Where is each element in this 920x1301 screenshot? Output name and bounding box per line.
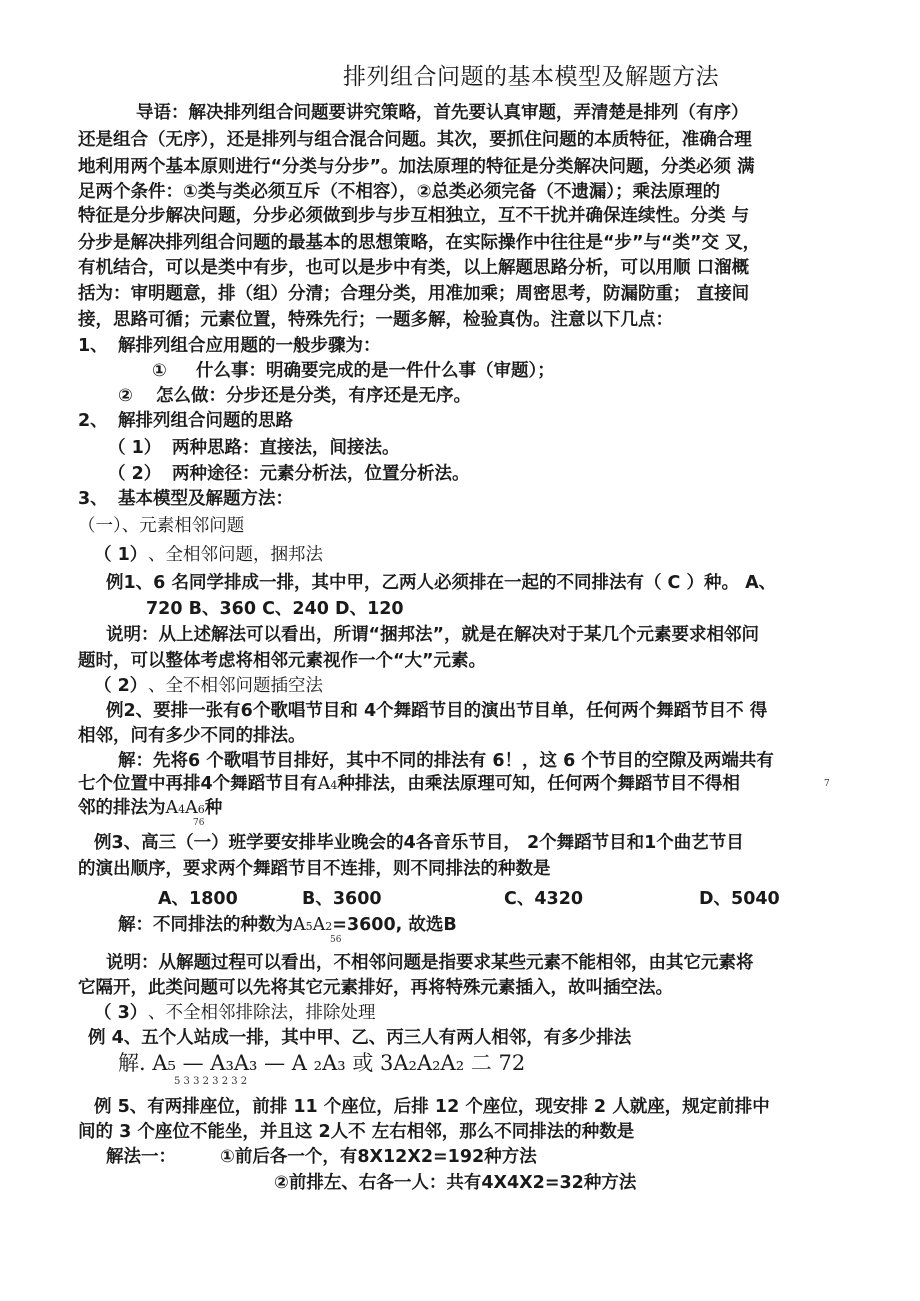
section-title: 基本模型及解题方法： — [118, 489, 293, 509]
example-text: 七个位置中再排4个舞蹈节目有 — [78, 774, 318, 794]
formula-subscript: 4 — [330, 779, 338, 792]
formula-a: A — [165, 798, 179, 818]
example-line: 720 B、360 C、240 D、120 — [146, 599, 404, 619]
intro-line: 足两个条件：①类与类必须互斥（不相容），②总类必须完备（不遗漏）；乘法原理的 — [78, 182, 721, 202]
solution-text: 解：不同排法的种数为 — [118, 915, 293, 935]
formula-a: A — [317, 774, 331, 794]
formula-subscript-row: 5 3 3 2 3 2 3 2 — [174, 1076, 248, 1087]
example-line: 的演出顺序，要求两个舞蹈节目不连排，则不同排法的种数是 — [78, 859, 551, 879]
subsection-title: 、不全相邻排除法，排除处理 — [148, 1003, 376, 1023]
intro-line: 特征是分步解决问题，分步必须做到步与步互相独立，互不干扰并确保连续性。分类 与 — [78, 206, 750, 226]
option: B、3600 — [302, 889, 382, 909]
example-text: 邻的排法为 — [78, 798, 166, 818]
option: D、5040 — [699, 889, 780, 909]
note-line: 说明：从上述解法可以看出，所谓“捆邦法”，就是在解决对于某几个元素要求相邻问 — [106, 625, 760, 645]
section-title: 解排列组合问题的思路 — [118, 411, 293, 431]
section-number: 1、 — [78, 336, 108, 356]
formula-a: A — [185, 798, 198, 818]
list-item: 两种途径：元素分析法，位置分析法。 — [172, 464, 470, 484]
example-line: 相邻，问有多少不同的排法。 — [78, 726, 306, 746]
list-marker: （ 1） — [108, 438, 162, 458]
list-marker: ② — [118, 386, 133, 406]
margin-note: 7 — [824, 779, 830, 789]
section-title: 解排列组合应用题的一般步骤为： — [118, 336, 381, 356]
formula-subscript: 5 — [305, 920, 313, 933]
example-line: 间的 3 个座位不能坐，并且这 2人不 左右相邻，那么不同排法的种数是 — [78, 1122, 635, 1142]
intro-line: 地利用两个基本原则进行“分类与分步”。加法原理的特征是分类解决问题，分类必须 满 — [78, 157, 755, 177]
subsection-marker: （ 2） — [94, 676, 148, 696]
solution-line — [118, 912, 457, 940]
example-text: 种 — [204, 798, 223, 818]
formula-subscript-row: 56 — [330, 935, 342, 945]
note-line: 它隔开，此类问题可以先将其它元素排好，再将特殊元素插入，故叫插空法。 — [78, 978, 673, 998]
list-marker: （ 2） — [108, 464, 162, 484]
intro-line: 有机结合，可以是类中有步，也可以是步中有类，以上解题思路分析，可以用顺 口溜概 — [78, 258, 750, 278]
subsection-title: 、全相邻问题，捆邦法 — [148, 545, 323, 565]
example-text: 种排法，由乘法原理可知，任何两个舞蹈节目不得相 — [337, 774, 740, 794]
intro-line: 导语：解决排列组合问题要讲究策略，首先要认真审题，弄清楚是排列（有序） — [136, 103, 749, 123]
formula-subscript: 2 — [325, 920, 333, 933]
intro-line: 分步是解决排列组合问题的最基本的思想策略，在实际操作中往往是“步”与“类”交 叉， — [78, 233, 761, 253]
formula-subscript: 4 — [178, 803, 186, 816]
list-item: 什么事：明确要完成的是一件什么事（审题）； — [196, 361, 555, 381]
formula-a: A — [312, 915, 326, 935]
formula-subscript: 6 — [197, 803, 205, 816]
note-line: 说明：从解题过程可以看出，不相邻问题是指要求某些元素不能相邻，由其它元素将 — [106, 953, 754, 973]
section-number: 2、 — [78, 411, 108, 431]
example-line: 例2、要排一张有6个歌唱节目和 4个舞蹈节目的演出节目单，任何两个舞蹈节目不 得 — [106, 701, 768, 721]
intro-line: 接，思路可循；元素位置，特殊先行；一题多解，检验真伪。注意以下几点： — [78, 310, 673, 330]
subsection-title: 、全不相邻问题插空法 — [148, 676, 323, 696]
subsection-marker: （ 1） — [94, 545, 148, 565]
subsection-marker: （ 3） — [94, 1003, 148, 1023]
formula-subscript-row: 76 — [193, 818, 205, 828]
section-number: 3、 — [78, 489, 108, 509]
intro-line: 还是组合（无序），还是排列与组合混合问题。其次，要抓住问题的本质特征，准确合理 — [78, 130, 752, 150]
solution-text: =3600, 故选B — [332, 915, 457, 935]
option: A、1800 — [158, 889, 238, 909]
method-label: 解法一： — [106, 1147, 176, 1167]
example-line: 例3、高三（一）班学要安排毕业晚会的4各音乐节目， 2个舞蹈节目和1个曲艺节目 — [94, 833, 744, 853]
example-line: 例1、6 名同学排成一排，其中甲，乙两人必须排在一起的不同排法有（ C ）种。 A、 — [106, 573, 777, 593]
formula-a: A — [293, 915, 306, 935]
part-heading: （一）、元素相邻问题 — [78, 516, 245, 536]
note-line: 题时，可以整体考虑将相邻元素视作一个“大”元素。 — [78, 651, 487, 671]
solution-formula: 解. A₅ — A₃A₃ — A ₂A₃ 或 3A₂A₂A₂ 二 72 — [118, 1051, 526, 1075]
option: C、4320 — [504, 889, 584, 909]
example-line: 例 5、有两排座位，前排 11 个座位，后排 12 个座位，现安排 2 人就座，规定前排中 — [94, 1097, 770, 1117]
list-item: 怎么做：分步还是分类，有序还是无序。 — [156, 386, 471, 406]
list-marker: ① — [152, 361, 167, 381]
method-line: ②前排左、右各一人：共有4X4X2=32种方法 — [274, 1173, 637, 1193]
intro-line: 括为：审明题意，排（组）分清；合理分类，用准加乘；周密思考，防漏防重； 直接间 — [78, 284, 750, 304]
list-item: 两种思路：直接法，间接法。 — [172, 438, 400, 458]
page-title: 排列组合问题的基本模型及解题方法 — [343, 64, 719, 90]
example-line: 解：先将6 个歌唱节目排好，其中不同的排法有 6！，这 6 个节目的空隙及两端共有 — [118, 751, 774, 771]
example-line: 例 4、五个人站成一排，其中甲、乙、丙三人有两人相邻，有多少排法 — [88, 1028, 632, 1048]
method-line: ①前后各一个，有8X12X2=192种方法 — [220, 1147, 537, 1167]
